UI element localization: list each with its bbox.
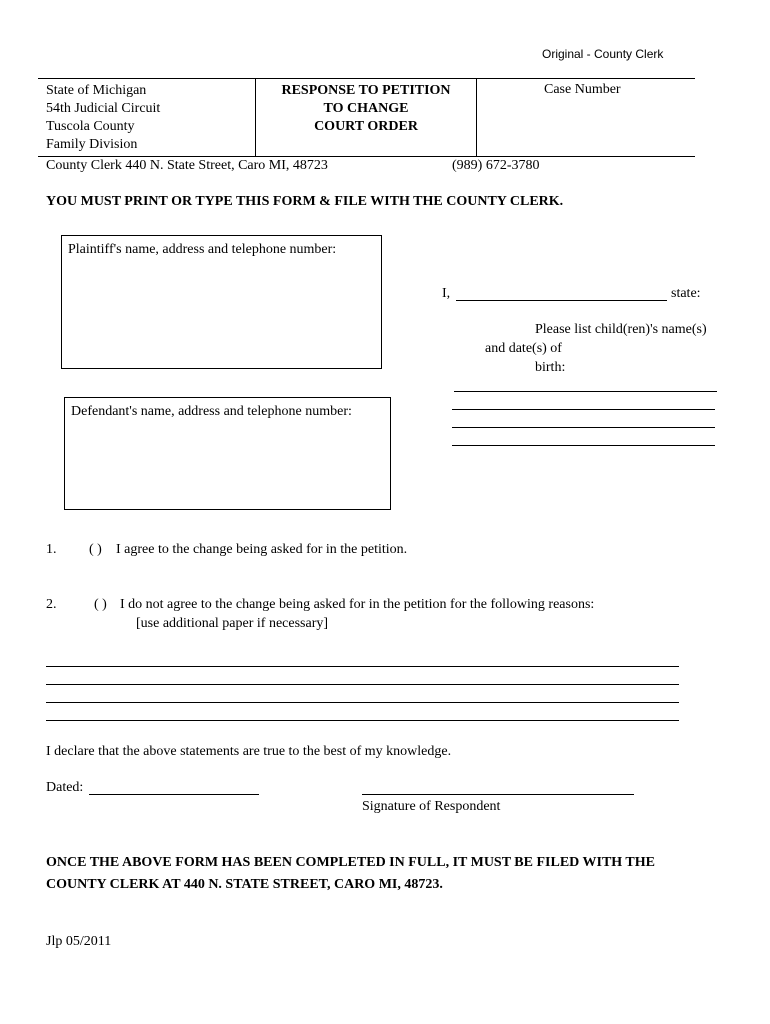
- header-bottom-rule: [38, 156, 695, 157]
- option-2-note: [use additional paper if necessary]: [136, 616, 329, 631]
- statement-suffix: state:: [671, 286, 701, 301]
- plaintiff-label: Plaintiff's name, address and telephone number:: [68, 242, 337, 257]
- plaintiff-box[interactable]: [61, 235, 382, 369]
- case-number-label: Case Number: [544, 82, 621, 97]
- header-top-rule: [38, 78, 695, 79]
- filing-notice: [46, 852, 655, 896]
- instruction-text: YOU MUST PRINT OR TYPE THIS FORM & FILE WITH THE COUNTY CLERK.: [46, 194, 564, 209]
- respondent-name-field[interactable]: [456, 300, 667, 301]
- filing-notice-line-2: COUNTY CLERK AT 440 N. STATE STREET, CARO MI, 48723.: [46, 877, 443, 892]
- statement-prefix: I,: [442, 286, 451, 301]
- signature-label: Signature of Respondent: [362, 799, 501, 814]
- form-title: [256, 82, 476, 136]
- children-line-1: Please list child(ren)'s name(s): [535, 322, 707, 337]
- form-code: Jlp 05/2011: [46, 934, 112, 949]
- clerk-phone: (989) 672-3780: [452, 158, 540, 173]
- title-line-2: TO CHANGE: [323, 101, 409, 116]
- dated-label: Dated:: [46, 780, 84, 795]
- children-field-3[interactable]: [452, 427, 715, 428]
- children-line-2: and date(s) of: [485, 341, 562, 356]
- option-1-checkbox[interactable]: ( ): [89, 542, 102, 557]
- reason-field-4[interactable]: [46, 720, 679, 721]
- declaration-text: I declare that the above statements are true to the best of my knowledge.: [46, 744, 452, 759]
- title-line-1: RESPONSE TO PETITION: [281, 83, 451, 98]
- court-circuit: 54th Judicial Circuit: [46, 101, 161, 116]
- defendant-box[interactable]: [64, 397, 391, 510]
- option-1-text: I agree to the change being asked for in the petition.: [116, 542, 408, 557]
- children-field-2[interactable]: [452, 409, 715, 410]
- copy-label: Original - County Clerk: [542, 47, 664, 61]
- court-info: [46, 82, 160, 154]
- clerk-address: County Clerk 440 N. State Street, Caro MI, 48723: [46, 158, 328, 173]
- children-field-1[interactable]: [454, 391, 717, 392]
- children-line-3: birth:: [535, 360, 566, 375]
- reason-field-1[interactable]: [46, 666, 679, 667]
- signature-field[interactable]: [362, 794, 634, 795]
- option-1-number: 1.: [46, 542, 57, 557]
- option-2-text: I do not agree to the change being asked for in the petition for the following reasons:: [120, 597, 595, 612]
- children-field-4[interactable]: [452, 445, 715, 446]
- title-line-3: COURT ORDER: [314, 119, 418, 134]
- court-division: Family Division: [46, 137, 138, 152]
- dated-field[interactable]: [89, 794, 259, 795]
- court-state: State of Michigan: [46, 83, 147, 98]
- reason-field-3[interactable]: [46, 702, 679, 703]
- option-2-number: 2.: [46, 597, 57, 612]
- filing-notice-line-1: ONCE THE ABOVE FORM HAS BEEN COMPLETED IN FULL, IT MUST BE FILED WITH THE: [46, 855, 655, 870]
- court-county: Tuscola County: [46, 119, 135, 134]
- defendant-label: Defendant's name, address and telephone number:: [71, 404, 352, 419]
- reason-field-2[interactable]: [46, 684, 679, 685]
- option-2-checkbox[interactable]: ( ): [94, 597, 107, 612]
- header-divider-right: [476, 78, 477, 156]
